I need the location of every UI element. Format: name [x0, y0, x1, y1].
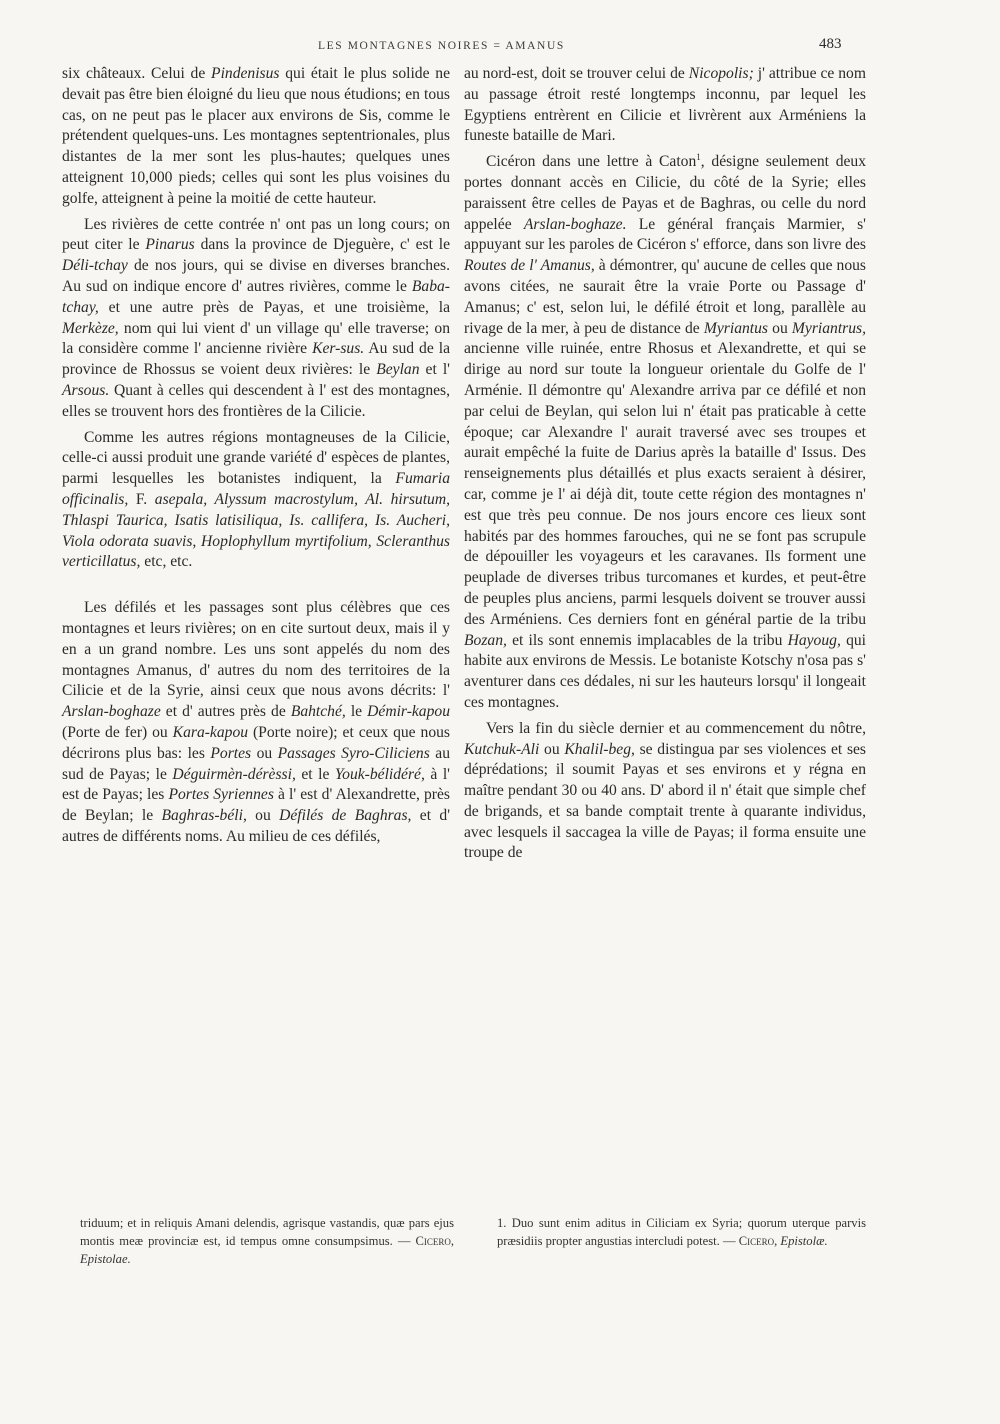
page-number: 483	[819, 36, 842, 52]
paragraph: Cicéron dans une lettre à Caton$^1$, désigne seulement deux portes donnant accès en Cilicie, du côté de la Syrie; elles paraissent être celles de Payas et de Baghras, ou celle du nord appelée Arslan-boghaze. Le général français Marmier, s' appuyant sur les paroles de Cicéron s' efforce, dans son livre des Routes de l' Amanus, à démontrer, qu' aucune de celles que nous avons citées, ne saurait être la vraie Porte ou Passage d' Amanus; c' est, selon lui, le défilé étroit et long, parallèle au rivage de la mer, à peu de distance de Myriantus ou Myriantrus, ancienne ville ruinée, entre Rhosus et Alexandrette, et qui se dirige au nord sur toute la longueur orientale du Golfe de l' Arménie. Il démontre qu' Alexandre arriva par ce défilé et non par celui de Beylan, qui selon lui n' était pas praticable à cette époque; car Alexandre l' aurait traversé avec ses troupes et aurait empêché la fuite de Darius après la bataille d' Issus. Des renseignements plus détaillés et plus exacts seraient à désirer, car, comme je l' ai déjà dit, toute cette région des montagnes n' est que très peu connue. De nos jours encore ces lieux sont habités par des hommes farouches, qui ne se font pas scrupule de dépouiller les voyageurs et les caravanes. Ils forment une peuplade de diverses tribus turcomanes et kurdes, et peut-être de peuples plus anciens, parmi lesquels doivent se trouver aussi des Arméniens. Ces derniers font en général partie de la tribu Bozan, et ils sont ennemis implacables de la tribu Hayoug, qui habite aux environs de Messis. Le botaniste Kotschy n'osa pas s' aventurer dans ces dédales, ni sur les hauteurs lorsqu' il longeait ces montagnes.	[464, 152, 867, 711]
paragraph: Les rivières de cette contrée n' ont pas un long cours; on peut citer le Pinarus dans la province de Djeguère, c' est le Déli-tchay de nos jours, qui se divise en diverses branches. Au sud on indique encore d' autres rivières, comme le Baba-tchay, et une autre près de Payas, et une troisième, la Merkèze, nom qui lui vient d' un village qu' elle traverse; on la considère comme l' ancienne rivière Ker-sus. Au sud de la province de Rhossus se voient deux rivières: le Beylan et l' Arsous. Quant à celles qui descendent à l' est des montagnes, elles se trouvent hors des frontières de la Cilicie.	[62, 215, 450, 420]
paragraph: Comme les autres régions montagneuses de la Cilicie, celle-ci aussi produit une grande variété d' espèces de plantes, parmi lesquelles les botanistes indiquent, la Fumaria officinalis, F. asepala, Alyssum macrostylum, Al. hirsutum, Thlaspi Taurica, Isatis latisiliqua, Is. callifera, Is. Aucheri, Viola odorata suavis, Hoplophyllum myrtifolium, Scleranthus verticillatus, etc, etc.	[62, 428, 450, 571]
right-column	[464, 64, 866, 864]
left-column	[62, 64, 450, 848]
footnote-1: 1. Duo sunt enim aditus in Ciliciam ex Syria; quorum uterque parvis præsidiis propter angustias intercludi potest. — Cicero, Epistolæ.	[497, 1216, 866, 1248]
paragraph: Vers la fin du siècle dernier et au commencement du nôtre, Kutchuk-Ali ou Khalil-beg, se distingua par ses violences et ses déprédations; il soumit Payas et ses environs et y régna en maître pendant 30 ou 40 ans. D' abord il n' était que simple chef de brigands, et sa bande comptait trente à quarante individus, avec lesquels il saccagea la ville de Payas; il forma ensuite une troupe de	[464, 719, 867, 862]
page-header	[0, 38, 1000, 58]
paragraph: au nord-est, doit se trouver celui de Nicopolis; j' attribue ce nom au passage étroit resté longtemps inconnu, par lequel les Egyptiens entrèrent en Cilicie et livrèrent aux Arméniens la funeste bataille de Mari.	[464, 65, 866, 145]
paragraph: Les défilés et les passages sont plus célèbres que ces montagnes et leurs rivières; on en cite surtout deux, mais il y en a un grand nombre. Les uns sont appelés du nom des montagnes Amanus, d' autres du nom des territoires de la Cilicie et de la Syrie, ainsi ceux que nous avons décrits: l' Arslan-boghaze et d' autres près de Bahtché, le Démir-kapou (Porte de fer) ou Kara-kapou (Porte noire); et ceux que nous décrirons plus bas: les Portes ou Passages Syro-Ciliciens au sud de Payas; le Déguirmèn-dérèssi, et le Youk-bélidéré, à l' est de Payas; les Portes Syriennes à l' est d' Alexandrette, près de Beylan; le Baghras-béli, ou Défilés de Baghras, et d' autres de différents noms. Au milieu de ces défilés,	[62, 599, 451, 845]
footnote-marker[interactable]: 1	[696, 152, 701, 162]
paragraph: six châteaux. Celui de Pindenisus qui était le plus solide ne devait pas être bien éloigné du lieu que nous étudions; en tous cas, on ne peut pas le placer aux environs de Sis, comme le prétendent quelques-uns. Les montagnes septentrionales, plus distantes de la mer sont les plus-hautes; quelques unes atteignent 10,000 pieds; celles qui sont les plus voisines du golfe, atteignent à peine la moitié de cette hauteur.	[62, 65, 451, 207]
author-name: Cicero,	[415, 1234, 454, 1248]
running-title: LES MONTAGNES NOIRES = AMANUS	[318, 40, 565, 52]
author-name: Cicero,	[738, 1234, 778, 1248]
footnote-continued: triduum; et in reliquis Amani delendis, agrisque vastandis, quæ pars ejus montis meæ provinciæ est, id tempus omne consumpsimus. — Cicero, Epistolae.	[80, 1216, 454, 1266]
